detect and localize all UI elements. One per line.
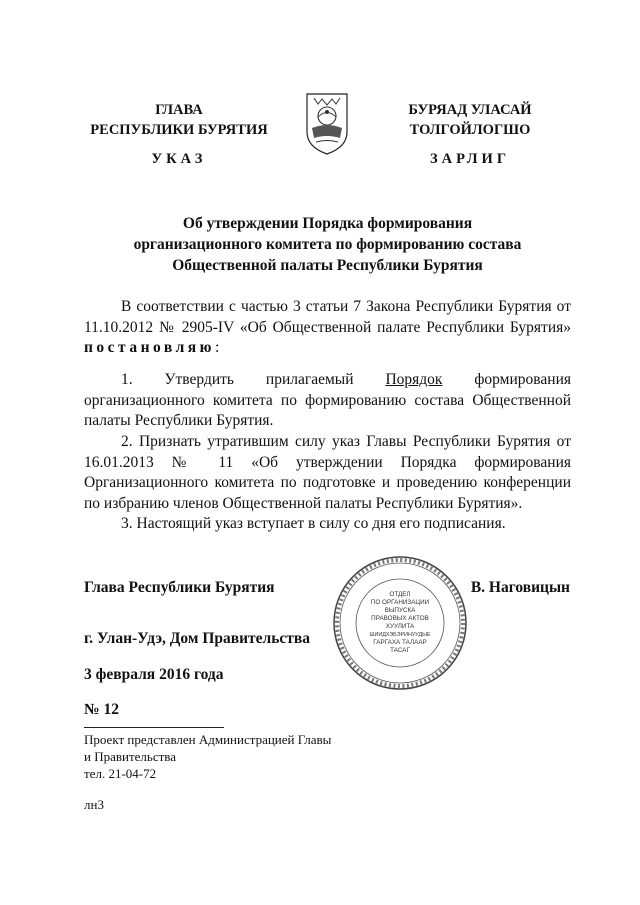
title-line1: Об утверждении Порядка формирования bbox=[182, 215, 473, 232]
stamp-line7: ГАРГАХА ТАЛААР bbox=[373, 639, 427, 646]
item-2: 2. Признать утратившим силу указ Главы Республики Бурятия от 16.01.2013 № 11 «Об утверждении Порядка формирования Организационного комитета по подготовке и проведению конференции по избранию членов Общественной палаты Республики Бурятия». bbox=[84, 433, 571, 512]
footnote-divider bbox=[84, 727, 224, 728]
title-line2: организационного комитета по формированию состава bbox=[133, 236, 522, 253]
item-1-pre: 1. Утвердить прилагаемый bbox=[121, 371, 354, 388]
preamble-text: В соответствии с частью 3 статьи 7 Закона Республики Бурятия от 11.10.2012 № 2905-IV «Об Общественной палате Республики Бурятия» bbox=[84, 298, 571, 336]
header-right-line1: БУРЯАД УЛАСАЙ bbox=[408, 102, 532, 118]
preamble bbox=[84, 297, 571, 359]
stamp-line5: ХУУЛИТА bbox=[385, 623, 415, 630]
header-left-line1: ГЛАВА bbox=[155, 102, 203, 118]
header-left-line2: РЕСПУБЛИКИ БУРЯТИЯ bbox=[90, 122, 268, 138]
title-line3: Общественной палаты Республики Бурятия bbox=[172, 257, 483, 274]
item-1-post: формирования организационного комитета по формированию состава Общественной палаты Республики Бурятия. bbox=[84, 371, 572, 429]
stamp-line2: ПО ОРГАНИЗАЦИИ bbox=[370, 599, 430, 606]
header-left bbox=[84, 100, 274, 140]
order-link[interactable]: Порядок bbox=[385, 371, 443, 388]
place: г. Улан-Удэ, Дом Правительства bbox=[84, 630, 311, 647]
decree-word: постановляю bbox=[84, 339, 216, 356]
stamp-line6: ШИИДХЭБЭРИНУУДЫЕ bbox=[369, 632, 431, 638]
document-title bbox=[84, 213, 571, 276]
stamp-line3: ВЫПУСКА bbox=[384, 607, 416, 614]
item-1 bbox=[84, 370, 571, 432]
footnote bbox=[84, 731, 331, 782]
item-3: 3. Настоящий указ вступает в силу со дня его подписания. bbox=[121, 515, 506, 532]
decree-number: № 12 bbox=[84, 701, 119, 718]
header-right-doc: ЗАРЛИГ bbox=[429, 151, 511, 167]
coat-of-arms bbox=[304, 92, 350, 156]
note-line1: Проект представлен Администрацией Главы bbox=[84, 732, 332, 747]
official-stamp bbox=[330, 553, 470, 693]
stamp-line1: ОТДЕЛ bbox=[389, 591, 411, 598]
note-line2: и Правительства bbox=[84, 749, 177, 764]
signature-position: Глава Республики Бурятия bbox=[84, 579, 275, 596]
stamp-seal-icon bbox=[330, 553, 470, 693]
doc-code: лн3 bbox=[84, 797, 104, 812]
phone: тел. 21-04-72 bbox=[84, 766, 157, 781]
stamp-line8: ТАСАГ bbox=[390, 647, 410, 654]
date: 3 февраля 2016 года bbox=[84, 666, 224, 683]
coat-of-arms-icon bbox=[304, 92, 350, 156]
stamp-line4: ПРАВОВЫХ АКТОВ bbox=[371, 615, 429, 622]
header-left-doc: УКАЗ bbox=[151, 151, 207, 167]
decree-colon: : bbox=[215, 339, 220, 356]
header-right bbox=[370, 100, 570, 140]
header-right-line2: ТОЛГОЙЛОГШО bbox=[409, 122, 531, 138]
signature-name: В. Наговицын bbox=[470, 579, 570, 596]
